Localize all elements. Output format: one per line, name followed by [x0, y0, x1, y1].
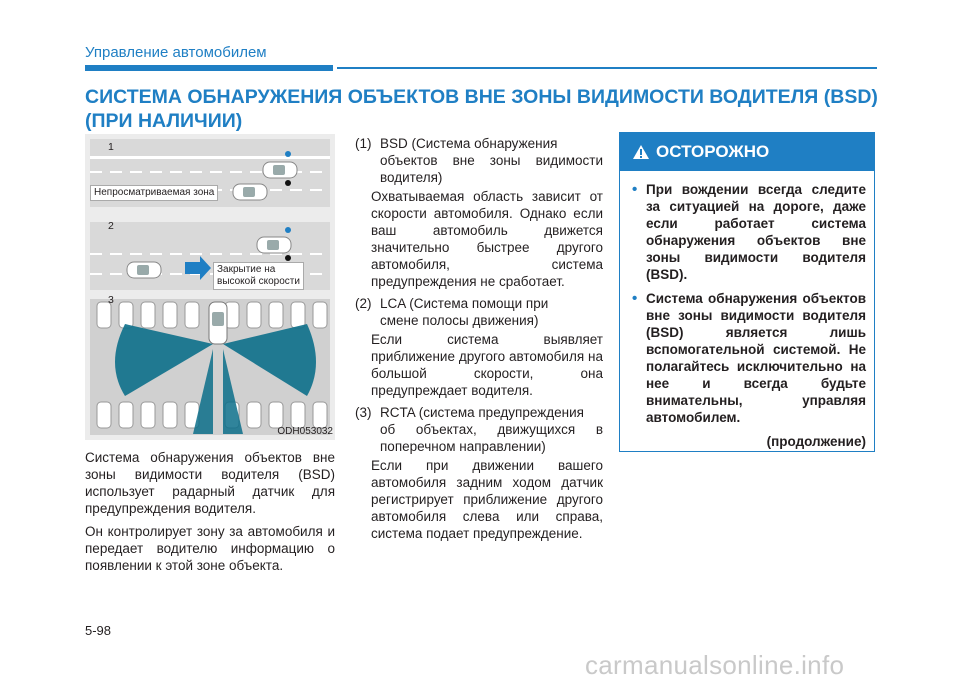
warning-body [620, 171, 874, 450]
car-icon [233, 184, 267, 200]
car-icon [209, 302, 227, 344]
continued-label: (продолжение) [766, 434, 866, 449]
monitor-paragraph: Он контролирует зону за автомобиля и передает водителю информацию о появлении к этой зоне объекта. [85, 524, 335, 573]
sensor-dot-icon [285, 255, 291, 261]
item-heading: RCTA (система предупреждения [380, 405, 584, 420]
closing-speed-line2: высокой скорости [217, 276, 300, 287]
warning-title: ОСТОРОЖНО [656, 142, 770, 161]
warning-text: Система обнаружения объектов вне зоны видимости водителя (BSD) является лишь вспомогательной системой. Не полагайтесь исключительно на нее и всегда будьте внимательны, управляя автомобилем. [646, 291, 866, 425]
item-number: (3) [355, 405, 372, 420]
sensor-dot-icon [285, 227, 291, 233]
closing-speed-line1: Закрытие на [217, 264, 276, 275]
item-head [355, 404, 603, 421]
item-body: Если при движении вашего автомобиля задним ходом датчик регистрирует приближение другого автомобиля слева или справа, система подает предупреждение. [371, 458, 603, 541]
warning-triangle-icon [632, 144, 650, 160]
sensor-dot-icon [285, 180, 291, 186]
bsd-figure [85, 134, 335, 440]
figure-label-3: 3 [108, 294, 114, 306]
figure-label-1: 1 [108, 141, 114, 153]
page-number: 5-98 [85, 623, 112, 638]
page-title: СИСТЕМА ОБНАРУЖЕНИЯ ОБЪЕКТОВ ВНЕ ЗОНЫ ВИДИМОСТИ ВОДИТЕЛЯ (BSD) (ПРИ НАЛИЧИИ) [85, 86, 878, 132]
intro-paragraph: Система обнаружения объектов вне зоны видимости водителя (BSD) использует радарный датчик для предупреждения водителя. [85, 450, 335, 516]
warning-header [620, 133, 874, 171]
item-number: (2) [355, 296, 372, 311]
figure-code: ODH053032 [277, 426, 333, 437]
bullet-icon: • [632, 290, 638, 307]
item-heading: BSD (Система обнаружения [380, 136, 558, 151]
item-heading-rest: смене полосы движения) [380, 313, 539, 328]
closing-speed-label [213, 262, 304, 290]
warning-box [619, 132, 875, 452]
bullet-icon: • [632, 181, 638, 198]
sensor-dot-icon [285, 151, 291, 157]
left-column [85, 449, 335, 580]
item-heading-rest: об объектах, движущихся в поперечном направлении) [380, 422, 603, 454]
middle-column [355, 135, 603, 547]
warning-text: При вождении всегда следите за ситуацией на дороге, даже если работает система обнаружения объектов вне зоны видимости водителя (BSD). [646, 182, 866, 282]
warning-item [632, 290, 866, 426]
item-heading-rest: объектов вне зоны видимости водителя) [380, 153, 603, 185]
blind-zone-label: Непросматриваемая зона [90, 185, 218, 201]
item-heading: LCA (Система помощи при [380, 296, 549, 311]
car-icon [263, 162, 297, 178]
watermark: carmanualsonline.info [585, 650, 845, 680]
item-head [355, 295, 603, 312]
item-head [355, 135, 603, 152]
list-item [355, 404, 603, 542]
car-icon [127, 262, 161, 278]
list-item [355, 295, 603, 399]
warning-item [632, 181, 866, 283]
item-body: Если система выявляет приближение другого автомобиля на большой скорости, она предупреждает водителя. [371, 332, 603, 398]
item-body: Охватываемая область зависит от скорости автомобиля. Однако если ваш автомобиль движется значительно быстрее другого автомобиля, система предупреждения не сработает. [371, 189, 603, 289]
header-rule-thin [337, 67, 877, 69]
header-rule-thick [85, 65, 333, 71]
item-number: (1) [355, 136, 372, 151]
car-icon [257, 237, 291, 253]
figure-label-2: 2 [108, 220, 114, 232]
list-item [355, 135, 603, 290]
section-header: Управление автомобилем [85, 44, 267, 61]
